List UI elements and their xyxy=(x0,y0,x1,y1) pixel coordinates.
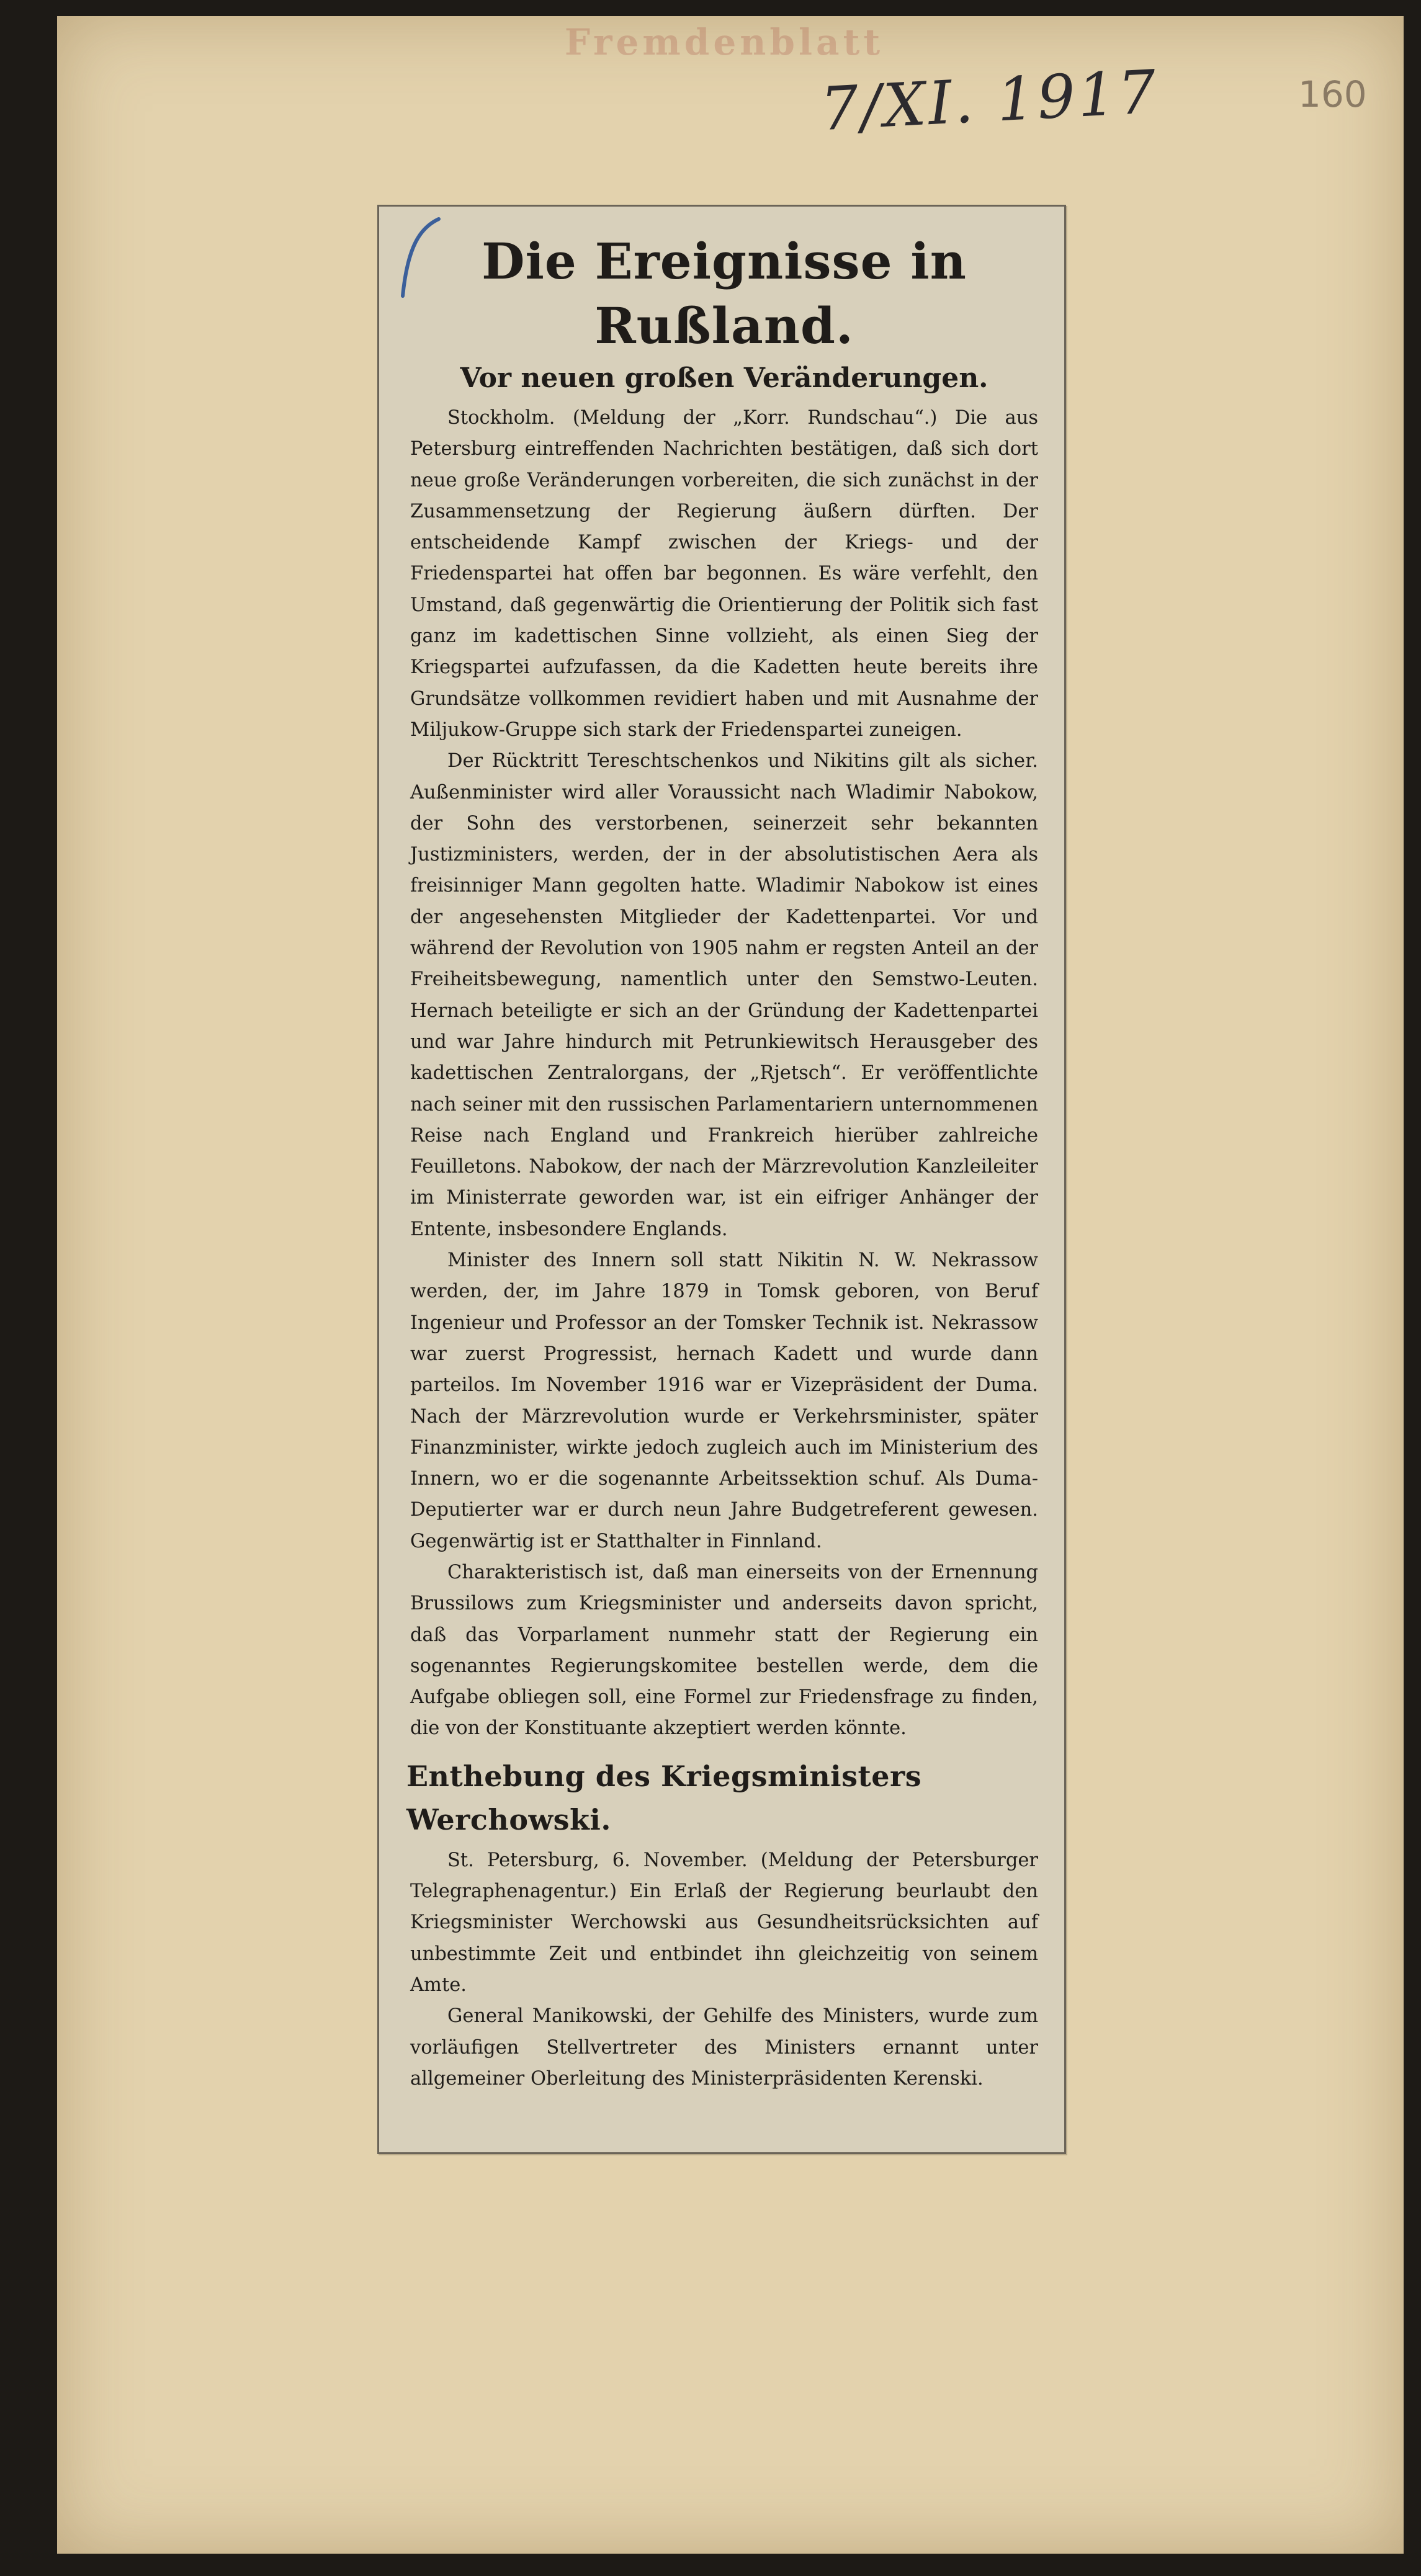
article-paragraph-6: General Manikowski, der Gehilfe des Ministers, wurde zum vorläufigen Stellvertreter des Ministers ernannt unter allgemeiner Oberleitung des Ministerpräsidenten Kerenski. xyxy=(410,2005,1038,2090)
pen-mark-icon xyxy=(389,215,445,302)
newspaper-clipping xyxy=(377,205,1066,2154)
article-subheadline: Vor neuen großen Veränderungen. xyxy=(460,362,988,394)
section-headline: Enthebung des Kriegsministers Werchowski. xyxy=(406,1759,922,1836)
article-paragraph-1: Stockholm. (Meldung der „Korr. Rundschau“.) Die aus Petersburg eintreffenden Nachrichten bestätigen, daß sich dort neue große Veränderungen vorbereiten, die sich zunächst in der Zusammensetzung der Regierung äußern dürften. Der entscheidende Kampf zwischen der Kriegs- und der Friedenspartei hat offen bar begonnen. Es wäre verfehlt, den Umstand, daß gegenwärtig die Orientierung der Politik sich fast ganz im kadettischen Sinne vollzieht, als einen Sieg der Kriegspartei aufzufassen, da die Kadetten heute bereits ihre Grundsätze vollkommen revidiert haben und mit Ausnahme der Miljukow-Gruppe sich stark der Friedenspartei zuneigen. xyxy=(410,407,1038,741)
article-headline: Die Ereignisse in Rußland. xyxy=(482,232,967,355)
article-paragraph-4: Charakteristisch ist, daß man einerseits von der Ernennung Brussilows zum Kriegsminister und anderseits davon spricht, daß das Vorparlament nunmehr statt der Regierung ein sogenanntes Regierungskomitee bestellen werde, dem die Aufgabe obliegen soll, eine Formel zur Friedensfrage zu finden, die von der Konstituante akzeptiert werden könnte. xyxy=(410,1561,1038,1740)
article-paragraph-3: Minister des Innern soll statt Nikitin N. W. Nekrassow werden, der, im Jahre 1879 in Tomsk geboren, von Beruf Ingenieur und Professor an der Tomsker Technik ist. Nekrassow war zuerst Progressist, hernach Kadett und wurde dann parteilos. Im November 1916 war er Vizepräsident der Duma. Nach der Märzrevolution wurde er Verkehrsminister, später Finanzminister, wirkte jedoch zugleich auch im Ministerium des Innern, wo er die sogenannte Arbeitssektion schuf. Als Duma-Deputierter war er durch neun Jahre Budgetreferent gewesen. Gegenwärtig ist er Statthalter in Finnland. xyxy=(410,1250,1038,1552)
article-paragraph-5: St. Petersburg, 6. November. (Meldung der Petersburger Telegraphenagentur.) Ein Erlaß der Regierung beurlaubt den Kriegsminister Werchowski aus Gesundheitsrücksichten auf unbestimmte Zeit und entbindet ihn gleichzeitig von seinem Amte. xyxy=(410,1849,1038,1996)
article-paragraph-2: Der Rücktritt Tereschtschenkos und Nikitins gilt als sicher. Außenminister wird aller Voraussicht nach Wladimir Nabokow, der Sohn des verstorbenen, seinerzeit sehr bekannten Justizministers, werden, der in der absolutistischen Aera als freisinniger Mann gegolten hatte. Wladimir Nabokow ist eines der angesehensten Mitglieder der Kadettenpartei. Vor und während der Revolution von 1905 nahm er regsten Anteil an der Freiheitsbewegung, namentlich unter den Semstwo-Leuten. Hernach beteiligte er sich an der Gründung der Kadettenpartei und war Jahre hindurch mit Petrunkiewitsch Herausgeber des kadettischen Zentralorgans, der „Rjetsch“. Er veröffentlichte nach seiner mit den russischen Parlamentariern unternommenen Reise nach England und Frankreich hierüber zahlreiche Feuilletons. Nabokow, der nach der Märzrevolution Kanzleileiter im Ministerrate geworden war, ist ein eifriger Anhänger der Entente, insbesondere Englands. xyxy=(410,750,1038,1240)
handwritten-date: 7/XI. 1917 xyxy=(818,56,1160,145)
newspaper-stamp: Fremdenblatt xyxy=(564,21,884,63)
folio-number: 160 xyxy=(1298,73,1367,115)
